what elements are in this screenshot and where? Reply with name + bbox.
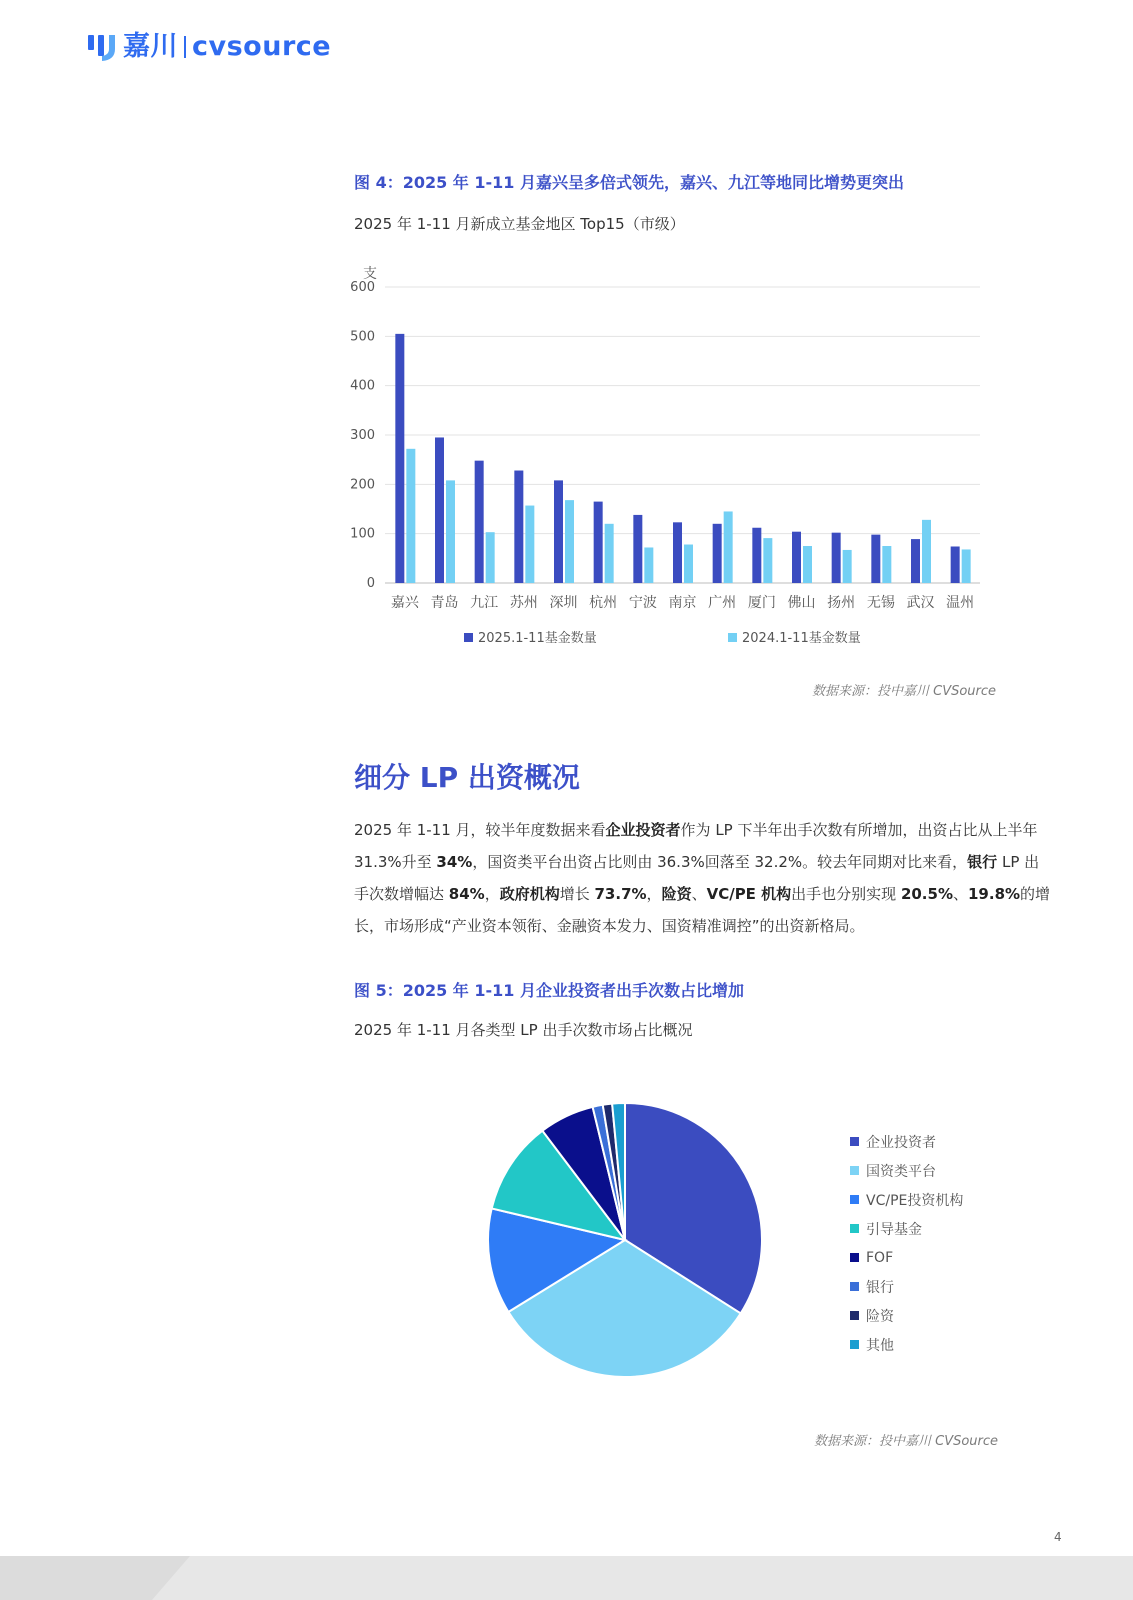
bar-2024 [565, 500, 574, 583]
x-tick-label: 无锡 [866, 595, 895, 611]
bar-2025 [475, 461, 484, 583]
paragraph-text: LP 出手次数增幅达 [354, 853, 1040, 903]
legend-swatch [850, 1282, 859, 1291]
page-number: 4 [1054, 1530, 1062, 1544]
y-tick-label: 200 [350, 477, 375, 493]
bar-2025 [435, 437, 444, 583]
x-tick-label: 杭州 [589, 595, 618, 611]
x-tick-label: 嘉兴 [390, 595, 419, 611]
brand-divider [184, 36, 186, 58]
pie-legend-item [850, 1185, 963, 1214]
legend-label: VC/PE投资机构 [866, 1192, 964, 1209]
figure4-title: 图 4：2025 年 1-11 月嘉兴呈多倍式领先，嘉兴、九江等地同比增势更突出 [354, 173, 904, 192]
section-paragraph [354, 814, 1054, 942]
pie-legend-item [850, 1243, 963, 1272]
x-tick-label: 宁波 [628, 595, 657, 611]
pie-legend-item [850, 1156, 963, 1185]
figure4-source: 数据来源：投中嘉川 CVSource [812, 684, 997, 699]
pie-legend-item [850, 1330, 963, 1359]
pie-legend [850, 1127, 963, 1359]
bar-2025 [673, 522, 682, 583]
bar-2025 [832, 533, 841, 583]
paragraph-text: 2025 年 1-11 月，较半年度数据来看 [354, 821, 606, 839]
legend-swatch [850, 1253, 859, 1262]
legend-swatch [850, 1166, 859, 1175]
paragraph-text: 增长 [559, 885, 595, 903]
bar-2024 [763, 538, 772, 583]
paragraph-text: 、 [691, 885, 707, 903]
bar-2025 [554, 480, 563, 583]
legend-label: FOF [866, 1249, 894, 1266]
bar-2024 [446, 480, 455, 583]
paragraph-emphasis: 73.7% [594, 885, 647, 903]
bar-2025 [594, 502, 603, 583]
brand-name-en: cvsource [192, 31, 332, 62]
paragraph-emphasis: 20.5% [900, 885, 953, 903]
bar-2025 [752, 528, 761, 583]
bar-2024 [962, 549, 971, 583]
paragraph-emphasis: 险资 [661, 885, 692, 903]
bar-2025 [951, 546, 960, 583]
bar-2024 [605, 524, 614, 583]
pie-chart [480, 1095, 770, 1385]
section-title: 细分 LP 出资概况 [354, 761, 580, 794]
paragraph-text: ，国资类平台出资占比则由 36.3%回落至 32.2%。较去年同期对比来看， [472, 853, 968, 871]
figure4-subtitle: 2025 年 1-11 月新成立基金地区 Top15（市级） [354, 215, 685, 233]
legend-label: 其他 [866, 1337, 894, 1354]
x-tick-label: 九江 [470, 595, 499, 611]
legend-label: 险资 [866, 1308, 894, 1325]
figure5-title: 图 5：2025 年 1-11 月企业投资者出手次数占比增加 [354, 981, 744, 1000]
x-tick-label: 佛山 [787, 595, 816, 611]
bar-2025 [713, 524, 722, 583]
bar-2024 [406, 449, 415, 583]
legend-swatch [850, 1340, 859, 1349]
pie-legend-item [850, 1272, 963, 1301]
paragraph-emphasis: 19.8% [968, 885, 1021, 903]
brand-name-cn: 嘉川 [123, 31, 178, 62]
bar-2025 [871, 535, 880, 583]
x-tick-label: 苏州 [509, 595, 538, 611]
y-tick-label: 600 [350, 280, 375, 295]
x-tick-label: 南京 [668, 595, 697, 611]
bar-chart [340, 255, 1020, 665]
bar-2024 [843, 550, 852, 583]
legend-swatch [850, 1224, 859, 1233]
paragraph-text: 作为 LP 下半年出手次数有所增加，出资占比从上半年 31.3%升至 [354, 821, 1038, 871]
paragraph-text: 出手也分别实现 [791, 885, 901, 903]
pie-legend-item [850, 1214, 963, 1243]
bar-2024 [644, 547, 653, 583]
figure5-subtitle: 2025 年 1-11 月各类型 LP 出手次数市场占比概况 [354, 1021, 693, 1039]
y-tick-label: 500 [350, 329, 375, 345]
x-tick-label: 青岛 [430, 595, 459, 611]
brand-logo [86, 30, 331, 64]
bar-2024 [525, 506, 534, 583]
legend-swatch [850, 1311, 859, 1320]
footer-decoration [0, 1556, 190, 1600]
x-tick-label: 武汉 [906, 595, 935, 611]
y-axis-unit-label: 支 [363, 266, 377, 282]
paragraph-emphasis: 84% [448, 885, 485, 903]
x-tick-label: 深圳 [549, 595, 578, 611]
legend-label: 银行 [866, 1279, 894, 1296]
legend-swatch [850, 1195, 859, 1204]
x-tick-label: 厦门 [747, 595, 776, 611]
paragraph-text: ， [646, 885, 662, 903]
bar-2025 [514, 471, 523, 583]
legend-label: 引导基金 [866, 1221, 922, 1238]
legend-swatch [850, 1137, 859, 1146]
legend-label: 企业投资者 [866, 1134, 936, 1151]
paragraph-text: 的增长，市场形成“产业资本领衔、金融资本发力、国资精准调控”的出资新格局。 [354, 885, 1051, 935]
legend-label: 国资类平台 [866, 1163, 936, 1180]
bar-2024 [803, 546, 812, 583]
paragraph-emphasis: 企业投资者 [605, 821, 681, 839]
legend-swatch [728, 633, 737, 642]
bar-2025 [633, 515, 642, 583]
x-tick-label: 温州 [946, 595, 975, 611]
paragraph-emphasis: 银行 [967, 853, 998, 871]
bar-2025 [792, 532, 801, 583]
y-tick-label: 100 [350, 526, 375, 542]
y-tick-label: 400 [350, 378, 375, 394]
bar-2024 [882, 546, 891, 583]
legend-swatch [464, 633, 473, 642]
paragraph-emphasis: 34% [436, 853, 473, 871]
bar-2025 [395, 334, 404, 583]
bar-2024 [724, 511, 733, 583]
pie-legend-item [850, 1127, 963, 1156]
pie-legend-item [850, 1301, 963, 1330]
figure5-source: 数据来源：投中嘉川 CVSource [814, 1434, 999, 1449]
paragraph-text: 、 [952, 885, 968, 903]
x-tick-label: 扬州 [827, 595, 856, 611]
y-tick-label: 300 [350, 428, 375, 443]
legend-label: 2024.1-11基金数量 [742, 631, 861, 646]
x-tick-label: 广州 [708, 595, 737, 611]
paragraph-emphasis: VC/PE 机构 [706, 885, 792, 903]
paragraph-emphasis: 政府机构 [499, 885, 560, 903]
bar-2025 [911, 539, 920, 583]
paragraph-text: ， [484, 885, 500, 903]
bar-2024 [922, 520, 931, 583]
legend-label: 2025.1-11基金数量 [478, 631, 597, 646]
footer-band [0, 1556, 1133, 1600]
bar-2024 [486, 532, 495, 583]
logo-mark-icon [86, 32, 116, 62]
bar-2024 [684, 545, 693, 583]
y-tick-label: 0 [366, 576, 375, 591]
